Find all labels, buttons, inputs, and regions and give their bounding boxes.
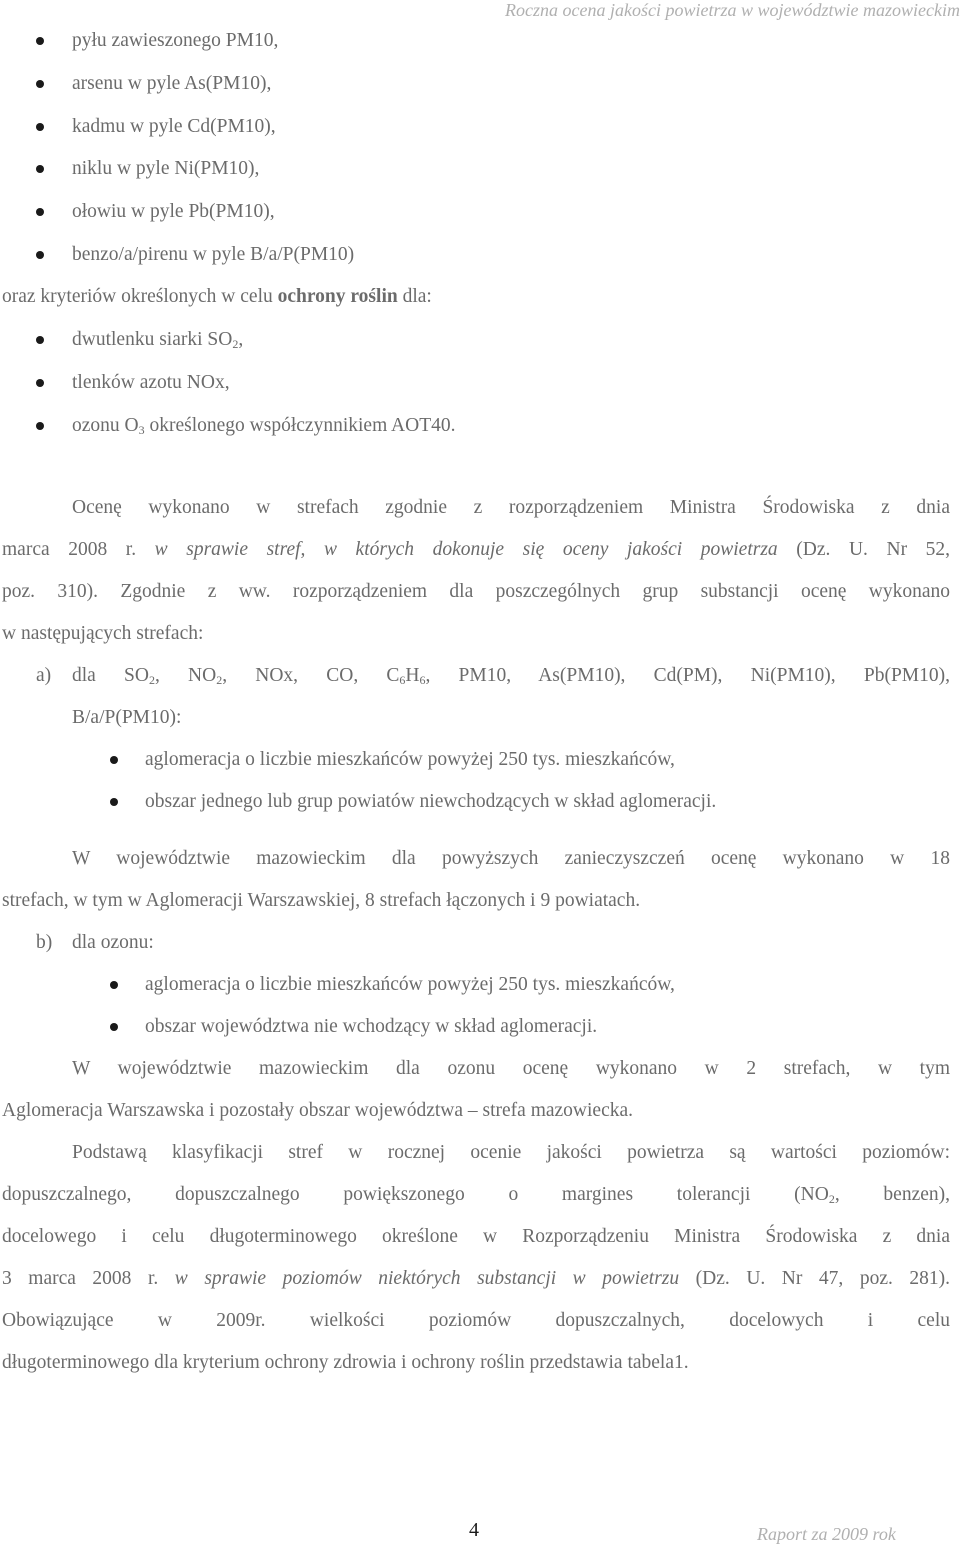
list-item: aglomeracja o liczbie mieszkańców powyżej 250 tys. mieszkańców,	[145, 749, 675, 770]
page-number: 4	[469, 1519, 479, 1541]
bullet-dot-icon	[36, 165, 44, 173]
item-b-label: b)	[36, 932, 53, 953]
paragraph-4-line: 3 marca 2008 r. w sprawie poziomów niektórych substancji w powietrzu (Dz. U. Nr 47, poz. 281).	[2, 1268, 951, 1289]
list-item: arsenu w pyle As(PM10),	[72, 73, 272, 94]
paragraph-1-line: marca 2008 r. w sprawie stref, w których dokonuje się oceny jakości powietrza (Dz. U. Nr 52,	[2, 539, 951, 560]
bullet-dot-icon	[36, 208, 44, 216]
paragraph-4-line: Obowiązujące w 2009r. wielkości poziomów dopuszczalnych, docelowych i celu	[2, 1310, 950, 1331]
item-a-continuation: B/a/P(PM10):	[72, 707, 182, 728]
item-a-label: a)	[36, 665, 52, 686]
list-item: obszar województwa nie wchodzący w skład aglomeracji.	[145, 1016, 598, 1037]
list-item: aglomeracja o liczbie mieszkańców powyżej 250 tys. mieszkańców,	[145, 974, 675, 995]
paragraph-2-line: W województwie mazowieckim dla powyższych zanieczyszczeń ocenę wykonano w 18	[72, 848, 950, 869]
paragraph-1-line: Ocenę wykonano w strefach zgodnie z rozporządzeniem Ministra Środowiska z dnia	[72, 497, 950, 518]
bullet-dot-icon	[36, 379, 44, 387]
list-item: niklu w pyle Ni(PM10),	[72, 158, 260, 179]
paragraph-4-line: dopuszczalnego, dopuszczalnego powiększonego o margines tolerancji ($NO_2$, benzen),	[2, 1184, 951, 1206]
plants-intro-bold: ochrony roślin	[277, 286, 398, 307]
paragraph-3-line: W województwie mazowieckim dla ozonu ocenę wykonano w 2 strefach, w tym	[72, 1058, 950, 1079]
paragraph-4-line: docelowego i celu długoterminowego określone w Rozporządzeniu Ministra Środowiska z dnia	[2, 1226, 950, 1247]
running-header: Roczna ocena jakości powietrza w województwie mazowieckim	[505, 0, 960, 20]
bullet-dot-icon	[110, 981, 118, 989]
item-b-text: dla ozonu:	[72, 932, 154, 953]
list-item: ołowiu w pyle Pb(PM10),	[72, 201, 275, 222]
paragraph-4-line: Podstawą klasyfikacji stref w rocznej ocenie jakości powietrza są wartości poziomów:	[72, 1142, 950, 1163]
bullet-dot-icon	[36, 123, 44, 131]
bullet-dot-icon	[36, 422, 44, 430]
bullet-dot-icon	[36, 80, 44, 88]
bullet-dot-icon	[36, 336, 44, 344]
paragraph-4-line: długoterminowego dla kryterium ochrony zdrowia i ochrony roślin przedstawia tabela1.	[2, 1352, 689, 1373]
list-item: kadmu w pyle Cd(PM10),	[72, 116, 276, 137]
list-item: benzo/a/pirenu w pyle B/a/P(PM10)	[72, 244, 355, 265]
paragraph-2-line: strefach, w tym w Aglomeracji Warszawskiej, 8 strefach łączonych i 9 powiatach.	[2, 890, 641, 911]
bullet-dot-icon	[110, 1023, 118, 1031]
bullet-dot-icon	[36, 251, 44, 259]
list-item: tlenków azotu NOx,	[72, 372, 230, 393]
paragraph-1-line: poz. 310). Zgodnie z ww. rozporządzeniem dla poszczególnych grup substancji ocenę wykonano	[2, 581, 950, 602]
plants-intro: oraz kryteriów określonych w celu ochrony roślin dla:	[2, 286, 432, 307]
list-item: obszar jednego lub grup powiatów niewchodzących w skład aglomeracji.	[145, 791, 717, 812]
bullet-dot-icon	[110, 756, 118, 764]
list-item: dwutlenku siarki $SO_2$,	[72, 329, 244, 351]
paragraph-1-line: w następujących strefach:	[2, 623, 204, 644]
list-item: ozonu $O_3$ określonego współczynnikiem AOT40.	[72, 415, 456, 437]
bullet-dot-icon	[36, 37, 44, 45]
bullet-dot-icon	[110, 798, 118, 806]
running-footer: Raport za 2009 rok	[757, 1524, 896, 1544]
list-item: pyłu zawieszonego PM10,	[72, 30, 279, 51]
paragraph-3-line: Aglomeracja Warszawska i pozostały obszar województwa – strefa mazowiecka.	[2, 1100, 634, 1121]
item-a-text: dla $SO_2$, $NO_2$, NOx, CO, $C_6H_6$, PM10, As(PM10), Cd(PM), Ni(PM10), Pb(PM10),	[72, 665, 950, 687]
